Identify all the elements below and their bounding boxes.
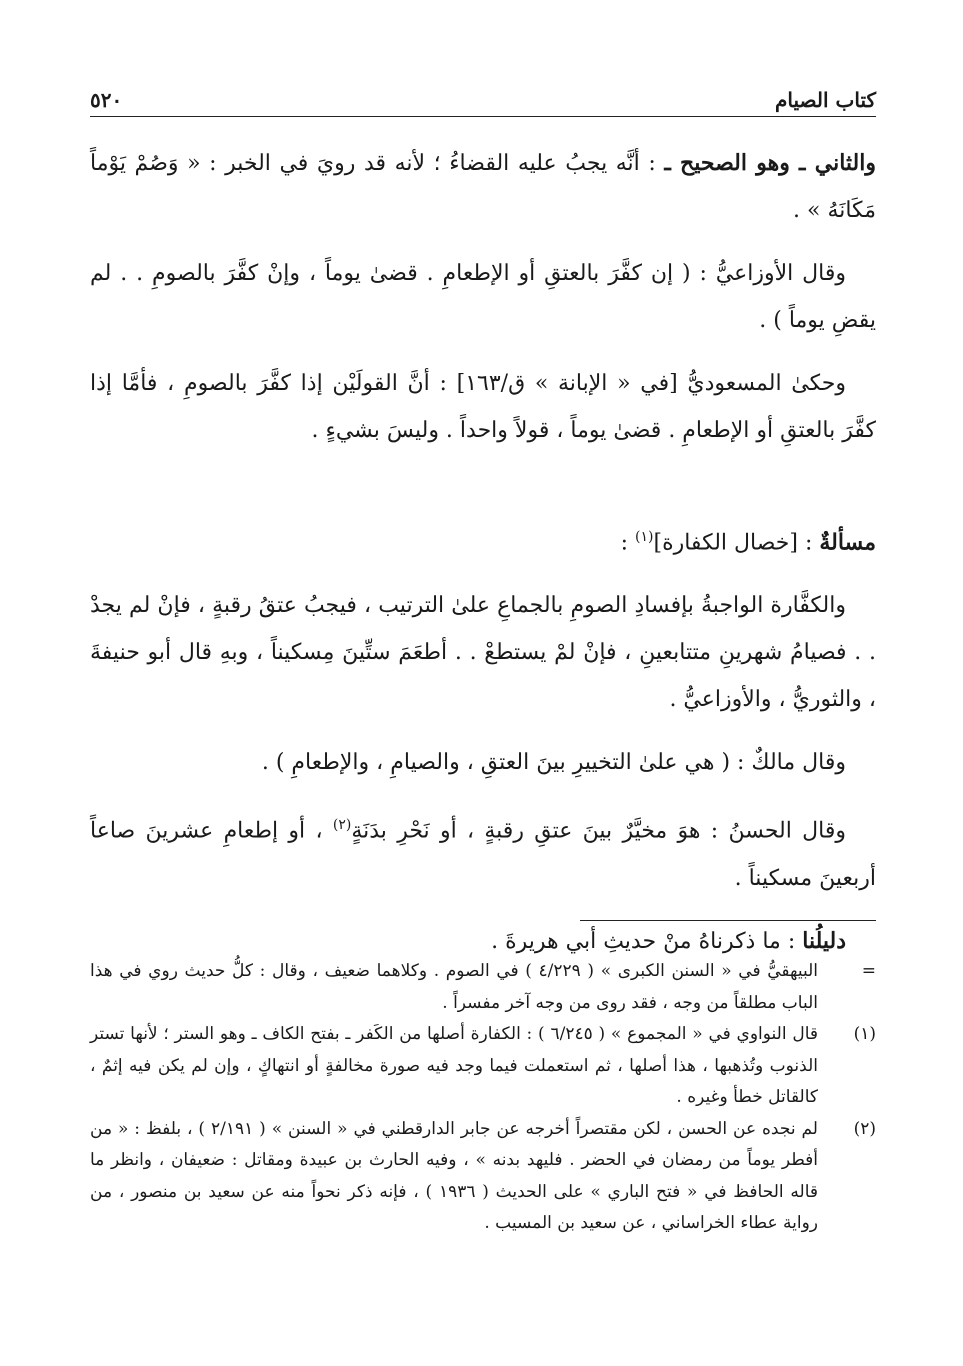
- footnote-marker: (١): [853, 1024, 876, 1044]
- issue-tail: :: [620, 530, 636, 556]
- paragraph-text: : أنَّه يجبُ عليه القضاءُ ؛ لأنه قد رويَ في الخبر : « وَصُمْ يَوْماً مَكَانَهُ » .: [90, 151, 876, 223]
- issue-label: مسألةٌ: [819, 529, 876, 556]
- book-title: كتاب الصيام: [775, 88, 876, 112]
- footnote-separator: [580, 920, 876, 921]
- paragraph-expiation: والكفَّارة الواجبةُ بإفسادِ الصومِ بالجماعِ علىٰ الترتيب ، فيجبُ عتقُ رقبةٍ ، فإنْ لم يجدْ . . فصيامُ شهرينِ متتابعينِ ، فإنْ لمْ يستطعْ . . أطعَمَ ستِّينَ مِسكيناً ، وبهِ قال أبو حنيفةَ ، والثوريُّ ، والأوزاعيُّ .: [90, 593, 876, 713]
- paragraph-malik: وقال مالكٌ : ( هي علىٰ التخييرِ بينَ العتقِ ، والصيامِ ، والإطعامِ ) .: [261, 750, 846, 776]
- paragraph-text: : ما ذكرناهُ منْ حديثِ أبي هريرةَ .: [491, 928, 803, 954]
- main-text: [90, 140, 876, 981]
- paragraph-hasan: [90, 802, 876, 901]
- footnote-text: قال النواوي في « المجموع » ( ٦/٢٤٥ ) : الكفارة أصلها من الكَفر ـ بفتح الكاف ـ وهو الستر ؛ لأنها تستر الذنوب وتُذهبها ، هذا أصلها ، ثم استعملت فيما وجد فيه صورة مخالفةٍ أو انتهاكٍ ، وإن لم يكن فيه إثمٌ ، كالقاتل خطأ وغيره .: [90, 1024, 819, 1107]
- evidence-label: دليلُنا: [802, 927, 846, 954]
- footnote-ref-1[interactable]: (١): [635, 529, 654, 545]
- footnote-ref-2[interactable]: (٢): [332, 817, 352, 834]
- issue-heading: [90, 514, 876, 566]
- section-gap: [90, 470, 876, 514]
- paragraph-text: وقال الحسنُ : هوَ مخيَّرٌ بينَ عتقِ رقبةٍ ، أو نَحْرِ بدَنَةٍ: [351, 818, 846, 844]
- footnote-1: [90, 1019, 876, 1114]
- footnote-2: [90, 1114, 876, 1240]
- footnote-marker: =: [861, 961, 876, 981]
- issue-title: : [خصال الكفارة]: [653, 530, 820, 556]
- bold-lead: والثاني ـ وهو الصحيح ـ: [664, 150, 876, 176]
- footnotes: [90, 956, 876, 1240]
- footnote-text: لم نجده عن الحسن ، لكن مقتصراً أخرجه عن جابر الدارقطني في « السنن » ( ٢/١٩١ ) ، بلفظ : « من أفطر يوماً من رمضان في الحضر . فليهد بدنه » ، وفيه الحارث بن عبيدة ومقاتل : ضعيفان ، وانظر ما قاله الحافظ في « فتح الباري » على الحديث ( ١٩٣٦ ) ، فإنه ذكر نحواً منه عن سعيد بن منصور ، من رواية عطاء الخراساني ، عن سعيد بن المسيب .: [90, 1118, 818, 1233]
- paragraph-awzai: وقال الأوزاعيُّ : ( إن كفَّرَ بالعتقِ أو الإطعامِ . قضىٰ يوماً ، وإنْ كفَّرَ بالصومِ . . لم يقضِ يوماً ) .: [90, 261, 876, 333]
- paragraph-tail: ، أو إطعامِ عشرينَ صاعاً أربعينَ مسكيناً .: [90, 818, 876, 891]
- footnote-text: البيهقيُّ في « السنن الكبرى » ( ٤/٢٢٩ ) في الصوم . وكلاهما ضعيف ، وقال : كلُّ حديث روي في هذا الباب مطلقاً من وجه ، فقد روى من وجه آخر مفسراً .: [90, 961, 818, 1013]
- page-number: ٥٢٠: [90, 88, 123, 112]
- paragraph-second-opinion: [90, 140, 876, 234]
- footnote-continued: [90, 956, 876, 1019]
- running-header: [90, 88, 876, 117]
- paragraph-masudi: وحكىٰ المسعوديُّ [في « الإبانة » ق/١٦٣] : أنَّ القولَيْن إذا كفَّرَ بالصومِ ، فأمَّا إذا كفَّرَ بالعتقِ أو الإطعامِ . قضىٰ يوماً ، قولاً واحداً . وليسَ بشيءٍ .: [90, 371, 876, 443]
- footnote-marker: (٢): [853, 1118, 876, 1139]
